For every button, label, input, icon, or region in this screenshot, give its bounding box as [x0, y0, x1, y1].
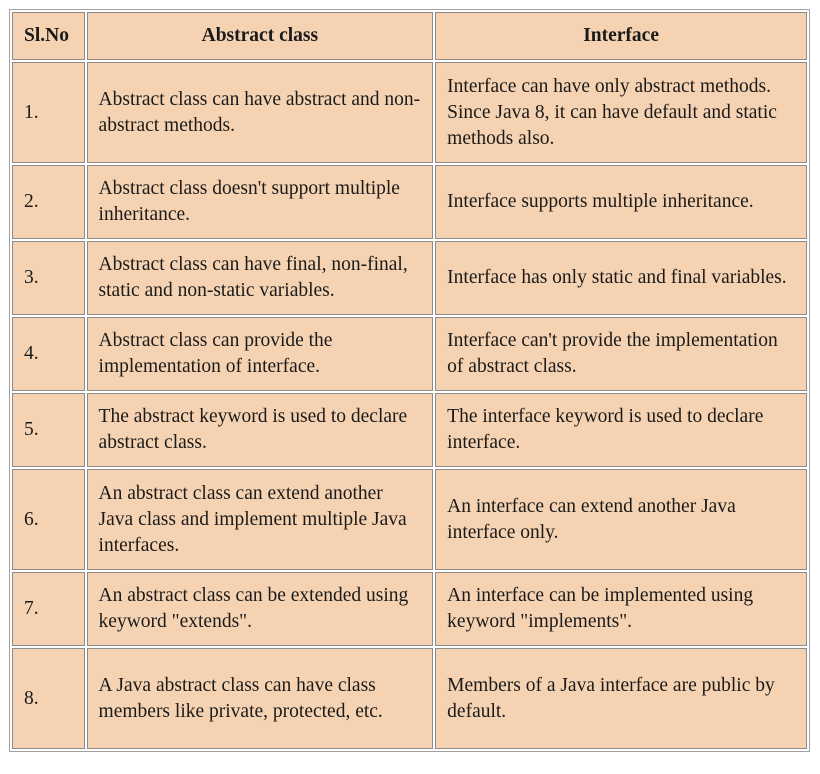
- table-row: [12, 62, 807, 163]
- interface-cell: An interface can be implemented using keyword "implements".: [435, 572, 807, 646]
- interface-cell: An interface can extend another Java interface only.: [435, 469, 807, 570]
- row-number: 2.: [12, 165, 85, 239]
- row-number: 6.: [12, 469, 85, 570]
- table-header-row: [12, 12, 807, 60]
- abstract-class-cell: The abstract keyword is used to declare abstract class.: [87, 393, 434, 467]
- table-row: [12, 165, 807, 239]
- row-number: 5.: [12, 393, 85, 467]
- abstract-class-cell: Abstract class doesn't support multiple inheritance.: [87, 165, 434, 239]
- abstract-class-cell: Abstract class can have abstract and non-abstract methods.: [87, 62, 434, 163]
- comparison-table-container: [9, 9, 810, 752]
- table-row: [12, 469, 807, 570]
- abstract-class-cell: Abstract class can provide the implementation of interface.: [87, 317, 434, 391]
- table-row: [12, 317, 807, 391]
- abstract-class-cell: An abstract class can extend another Java class and implement multiple Java interfaces.: [87, 469, 434, 570]
- interface-cell: Interface has only static and final variables.: [435, 241, 807, 315]
- abstract-class-cell: Abstract class can have final, non-final, static and non-static variables.: [87, 241, 434, 315]
- header-abstract-class: Abstract class: [87, 12, 434, 60]
- table-row: [12, 572, 807, 646]
- comparison-table: [9, 9, 810, 752]
- abstract-class-cell: A Java abstract class can have class members like private, protected, etc.: [87, 648, 434, 749]
- table-row: [12, 648, 807, 749]
- table-row: [12, 241, 807, 315]
- row-number: 1.: [12, 62, 85, 163]
- abstract-class-cell: An abstract class can be extended using keyword "extends".: [87, 572, 434, 646]
- interface-cell: Interface supports multiple inheritance.: [435, 165, 807, 239]
- row-number: 7.: [12, 572, 85, 646]
- header-sl-no: Sl.No: [12, 12, 85, 60]
- row-number: 8.: [12, 648, 85, 749]
- row-number: 4.: [12, 317, 85, 391]
- interface-cell: Interface can have only abstract methods. Since Java 8, it can have default and static methods also.: [435, 62, 807, 163]
- table-row: [12, 393, 807, 467]
- header-interface: Interface: [435, 12, 807, 60]
- interface-cell: The interface keyword is used to declare interface.: [435, 393, 807, 467]
- row-number: 3.: [12, 241, 85, 315]
- interface-cell: Interface can't provide the implementation of abstract class.: [435, 317, 807, 391]
- interface-cell: Members of a Java interface are public by default.: [435, 648, 807, 749]
